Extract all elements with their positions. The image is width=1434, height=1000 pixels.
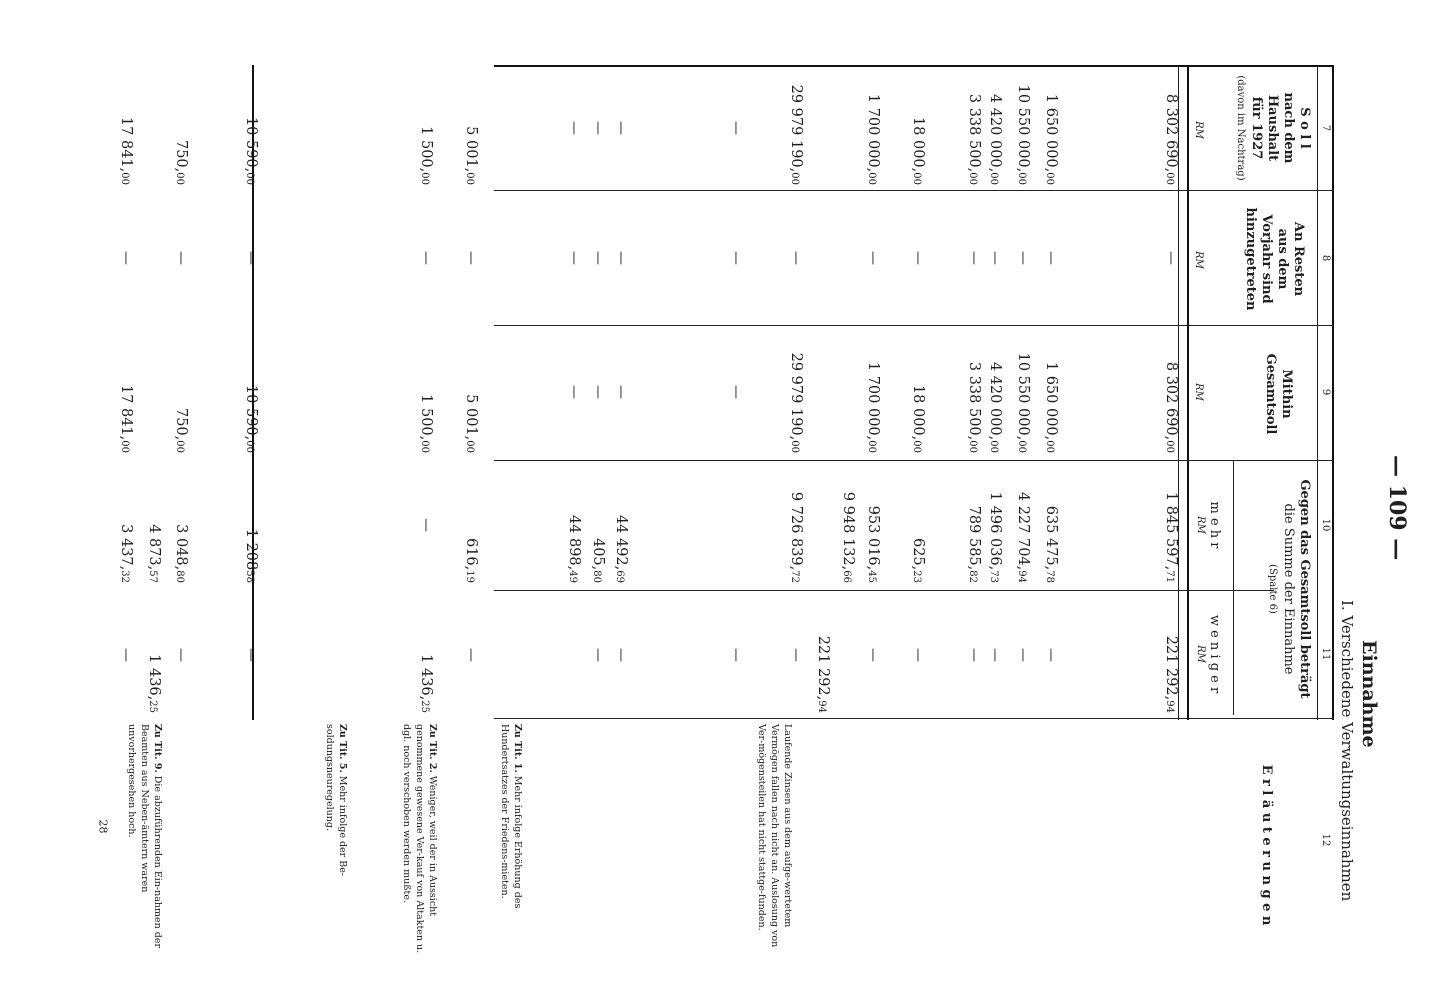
section-subtitle: I. Verschiedene Verwaltungseinnahmen [1338, 600, 1356, 902]
colnum-12: 12 [1320, 833, 1331, 847]
table-cell: — [566, 121, 582, 135]
table-cell: — [728, 251, 744, 265]
table-cell: — [613, 121, 629, 135]
table-cell: — [987, 648, 1003, 662]
col-rule-8-9 [494, 325, 1334, 326]
table-cell: 3 048,80 [173, 524, 189, 583]
table-cell: — [243, 251, 259, 265]
col8-h4: hinzugetreten [1243, 207, 1258, 311]
col11-unit: RM [1195, 645, 1206, 663]
subtotal-cell: 4 873,57 [146, 524, 162, 583]
col8-h2: aus dem [1275, 228, 1290, 290]
table-cell: 5 001,00 [463, 394, 479, 453]
table-cell: 1 500,00 [418, 394, 434, 453]
col1011-h2: die Summe der Einnahme [1281, 503, 1296, 675]
header-bottom-rule [1187, 65, 1189, 720]
table-cell: 1 650 000,00 [1043, 361, 1059, 453]
table-top-rule [1332, 65, 1334, 720]
table-cell: — [613, 385, 629, 399]
note-text: Mehr infolge der Be-soldungsneuregelung. [324, 724, 348, 877]
table-cell: 8 302 690,00 [1163, 93, 1179, 185]
total-cell: 3 437,32 [118, 524, 134, 583]
col9-h2: Gesamtsoll [1263, 353, 1278, 435]
col7-h3: für 1927 [1249, 96, 1264, 160]
table-cell: 4 227 704,94 [1015, 491, 1031, 583]
table-cell: 750,00 [173, 139, 189, 185]
col7-h4: (davon im Nachtrag) [1235, 75, 1246, 181]
table-cell: 18 000,00 [910, 116, 926, 185]
table-cell: 44 898,49 [566, 514, 582, 583]
page-title: Einnahme [1358, 640, 1380, 748]
note-tit1 [498, 724, 524, 960]
table-cell: 10 590,00 [243, 384, 259, 453]
table-cell: — [590, 251, 606, 265]
table-cell: 635 475,78 [1043, 505, 1059, 583]
table-cell: 1 700 000,00 [865, 361, 881, 453]
note-tit9 [125, 724, 164, 960]
table-cell: 44 492,69 [613, 514, 629, 583]
note-text: Laufende Zinsen aus dem aufge-wertetem Vermögen fallen nach nicht an. Auslosung von Ver-mögensteilen hat nicht stattge-funden. [756, 724, 793, 948]
col9-unit: RM [1193, 383, 1204, 401]
table-cell: — [966, 251, 982, 265]
col-rule-10-11 [494, 590, 1274, 591]
note-interest [755, 724, 794, 960]
table-cell: — [1163, 251, 1179, 265]
note-head: Zu Tit. 9. [152, 724, 163, 773]
total-cell: 29 979 190,00 [788, 352, 804, 453]
col10-header: m e h r [1207, 501, 1222, 549]
footer-page-number: 28 [96, 819, 110, 834]
total-cell: 17 841,00 [118, 116, 134, 185]
col11-header: w e n i g e r [1207, 614, 1222, 694]
table-cell: 10 550 000,00 [1015, 84, 1031, 185]
col8-header [1242, 195, 1306, 323]
table-cell: — [728, 121, 744, 135]
table-cell: — [1015, 251, 1031, 265]
table-cell: 3 338 500,00 [966, 361, 982, 453]
table-cell: — [613, 648, 629, 662]
table-cell: — [1043, 251, 1059, 265]
table-cell: — [418, 251, 434, 265]
table-cell: 5 001,00 [463, 126, 479, 185]
table-cell: — [590, 121, 606, 135]
total-cell: — [788, 648, 804, 662]
table-cell: 953 016,45 [865, 505, 881, 583]
table-cell: 10 550 000,00 [1015, 352, 1031, 453]
col7-h2: nach dem Haushalt [1265, 92, 1296, 164]
table-cell: 1 650 000,00 [1043, 93, 1059, 185]
table-cell: 750,00 [173, 407, 189, 453]
table-cell: 1 436,25 [418, 654, 434, 713]
table-cell: 1 500,00 [418, 126, 434, 185]
note-head: Zu Tit. 5. [337, 724, 348, 773]
colnum-11: 11 [1320, 647, 1331, 661]
table-cell: — [566, 251, 582, 265]
note-tit5 [323, 724, 349, 960]
table-cell: 1 700 000,00 [865, 93, 881, 185]
total-cell: 9 726 839,72 [788, 491, 804, 583]
table-cell: 1 20858 [243, 528, 259, 583]
table-cell: — [728, 648, 744, 662]
note-text: Die abzuführenden Ein-nahmen der Beamten aus Neben-ämtern waren unvorhergesehen hoch. [126, 724, 163, 949]
col9-h1: Mithin [1279, 369, 1294, 419]
table-cell: 18 000,00 [910, 384, 926, 453]
col1011-header [1264, 462, 1312, 716]
table-cell: 4 420 000,00 [987, 93, 1003, 185]
table-cell: 8 302 690,00 [1163, 361, 1179, 453]
table-cell: 10 590,00 [243, 116, 259, 185]
table-cell: — [463, 648, 479, 662]
table-cell: — [1015, 648, 1031, 662]
total-cell: — [118, 648, 134, 662]
split-header-rule [1233, 460, 1234, 715]
table-cell: 616,19 [463, 537, 479, 583]
col8-unit: RM [1193, 251, 1204, 269]
colnum-7: 7 [1320, 124, 1331, 132]
table-cell: — [987, 251, 1003, 265]
note-text: Weniger, weil der in Aussicht genommene gewesene Ver-kauf von Altakten u. dgl. noch verschoben werden mußte. [401, 724, 438, 954]
col7-unit: RM [1193, 121, 1204, 139]
table-cell: 4 420 000,00 [987, 361, 1003, 453]
colnum-10: 10 [1320, 518, 1331, 532]
note-text: Mehr infolge Erhöhung des Hundertsatzes der Friedens-mieten. [499, 724, 523, 909]
col-rule-7-8 [494, 190, 1334, 191]
table-cell: — [463, 251, 479, 265]
table-cell: — [590, 385, 606, 399]
table-cell: 789 585,82 [966, 505, 982, 583]
colnum-8: 8 [1320, 254, 1331, 262]
table-cell: — [418, 518, 434, 532]
subtotal-cell: 9 948 132,66 [840, 491, 856, 583]
table-cell: — [173, 648, 189, 662]
table-cell: 1 845 597,71 [1163, 491, 1179, 583]
total-cell: 17 841,00 [118, 384, 134, 453]
table-cell: — [966, 648, 982, 662]
table-cell: — [173, 251, 189, 265]
total-cell: — [118, 251, 134, 265]
note-head: Zu Tit. 2. [427, 724, 438, 773]
col1011-h1: Gegen das Gesamtsoll beträgt [1297, 479, 1312, 699]
colnum-9: 9 [1320, 388, 1331, 396]
table-cell: — [590, 648, 606, 662]
table-cell: 221 292,94 [1163, 635, 1179, 713]
table-cell: — [910, 648, 926, 662]
col-rule-left [494, 65, 1334, 67]
table-cell: — [910, 251, 926, 265]
table-cell: — [1043, 648, 1059, 662]
col10-unit: RM [1195, 516, 1206, 534]
table-cell: — [613, 251, 629, 265]
note-head: Zu Tit. 1. [512, 724, 523, 773]
table-cell: 3 338 500,00 [966, 93, 982, 185]
table-cell: — [243, 648, 259, 662]
table-cell: — [865, 648, 881, 662]
table-cell: — [728, 385, 744, 399]
table-cell: — [865, 251, 881, 265]
col7-header [1232, 68, 1312, 188]
subtotal-cell: 221 292,94 [815, 635, 831, 713]
col-rule-9-10 [494, 460, 1334, 461]
col9-header [1262, 330, 1294, 458]
total-cell: — [788, 251, 804, 265]
table-cell: — [566, 385, 582, 399]
col12-header: E r l ä u t e r u n g e n [1259, 764, 1274, 926]
table-cell: 1 496 036,73 [987, 491, 1003, 583]
page-number: — 109 — [1384, 455, 1410, 561]
col1011-h3: (Spalte 6) [1267, 564, 1278, 614]
note-tit2 [400, 724, 439, 960]
subtotal-cell: 1 436,25 [146, 654, 162, 713]
total-cell: 29 979 190,00 [788, 84, 804, 185]
table-cell: 405,80 [590, 537, 606, 583]
col8-h3: Vorjahr sind [1259, 214, 1274, 304]
col8-h1: An Resten [1291, 221, 1306, 297]
col7-h1: S o l l [1297, 107, 1312, 149]
table-cell: 625,23 [910, 537, 926, 583]
col-rule-11-12 [494, 718, 1334, 719]
colnum-rule [1317, 65, 1318, 720]
